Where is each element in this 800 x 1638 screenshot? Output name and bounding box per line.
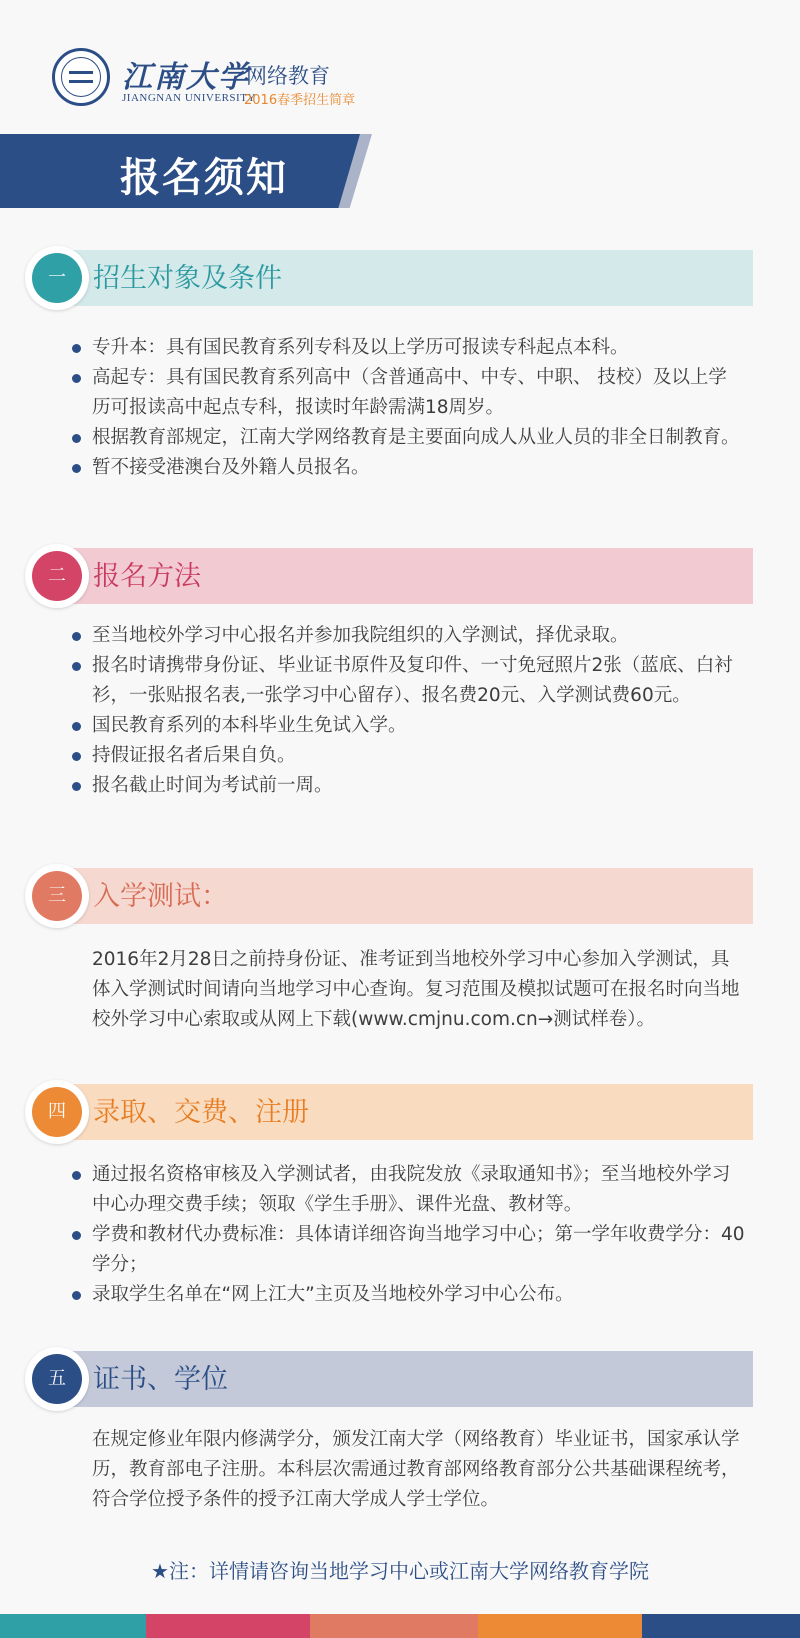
section-title: 录取、交费、注册 — [93, 1097, 309, 1128]
section-header-1 — [25, 246, 753, 310]
section-number-badge — [25, 1347, 89, 1411]
list-item: 根据教育部规定，江南大学网络教育是主要面向成人从业人员的非全日制教育。 — [70, 423, 745, 453]
section-list-2 — [70, 621, 745, 801]
section-title: 招生对象及条件 — [93, 263, 282, 294]
section-header-5 — [25, 1347, 753, 1411]
footer-stripe — [0, 1614, 146, 1638]
section-title: 报名方法 — [93, 561, 201, 592]
section-number: 一 — [32, 253, 82, 303]
section-number: 二 — [32, 551, 82, 601]
brochure-subtitle: 2016春季招生简章 — [244, 93, 356, 108]
footer-stripe — [146, 1614, 310, 1638]
section-paragraph-5: 在规定修业年限内修满学分，颁发江南大学（网络教育）毕业证书，国家承认学历，教育部电子注册。本科层次需通过教育部网络教育部分公共基础课程统考，符合学位授予条件的授予江南大学成人学士学位。 — [92, 1429, 740, 1510]
section-number: 五 — [32, 1354, 82, 1404]
footnote: ★注：详情请咨询当地学习中心或江南大学网络教育学院 — [151, 1559, 649, 1583]
section-list-4 — [70, 1160, 745, 1310]
list-item: 通过报名资格审核及入学测试者，由我院发放《录取通知书》；至当地校外学习中心办理交费手续；领取《学生手册》、课件光盘、教材等。 — [70, 1160, 745, 1220]
university-name-en: JIANGNAN UNIVERSITY — [122, 92, 256, 104]
list-item: 专升本：具有国民教育系列专科及以上学历可报读专科起点本科。 — [70, 333, 745, 363]
section-number: 四 — [32, 1087, 82, 1137]
list-item: 报名截止时间为考试前一周。 — [70, 771, 745, 801]
list-item: 至当地校外学习中心报名并参加我院组织的入学测试，择优录取。 — [70, 621, 745, 651]
page-title: 报名须知 — [120, 155, 288, 201]
header — [0, 0, 800, 120]
footer-color-strip — [0, 1614, 800, 1638]
list-item: 报名时请携带身份证、毕业证书原件及复印件、一寸免冠照片2张（蓝底、白衬衫，一张贴报名表,一张学习中心留存）、报名费20元、入学测试费60元。 — [70, 651, 745, 711]
list-item: 持假证报名者后果自负。 — [70, 741, 745, 771]
section-number-badge — [25, 544, 89, 608]
footer-stripe — [478, 1614, 642, 1638]
program-name: 网络教育 — [246, 64, 330, 88]
section-title: 入学测试： — [93, 881, 228, 912]
list-item: 录取学生名单在“网上江大”主页及当地校外学习中心公布。 — [70, 1280, 745, 1310]
university-seal-logo — [52, 48, 110, 106]
list-item: 学费和教材代办费标准：具体请详细咨询当地学习中心；第一学年收费学分：40学分； — [70, 1220, 745, 1280]
footer-stripe — [310, 1614, 478, 1638]
section-title: 证书、学位 — [93, 1364, 228, 1395]
section-number: 三 — [32, 871, 82, 921]
section-number-badge — [25, 1080, 89, 1144]
section-number-badge — [25, 246, 89, 310]
section-header-2 — [25, 544, 753, 608]
section-header-3 — [25, 864, 753, 928]
list-item: 暂不接受港澳台及外籍人员报名。 — [70, 453, 745, 483]
university-name-cn: 江南大学 — [122, 60, 250, 95]
list-item: 国民教育系列的本科毕业生免试入学。 — [70, 711, 745, 741]
section-paragraph-3: 2016年2月28日之前持身份证、准考证到当地校外学习中心参加入学测试，具体入学测试时间请向当地学习中心查询。复习范围及模拟试题可在报名时向当地校外学习中心索取或从网上下载(www.cmjnu.com.cn→测试样卷）。 — [92, 949, 740, 1030]
section-header-4 — [25, 1080, 753, 1144]
list-item: 高起专：具有国民教育系列高中（含普通高中、中专、中职、 技校）及以上学历可报读高中起点专科，报读时年龄需满18周岁。 — [70, 363, 745, 423]
section-list-1 — [70, 333, 745, 483]
footer-stripe — [642, 1614, 800, 1638]
section-number-badge — [25, 864, 89, 928]
